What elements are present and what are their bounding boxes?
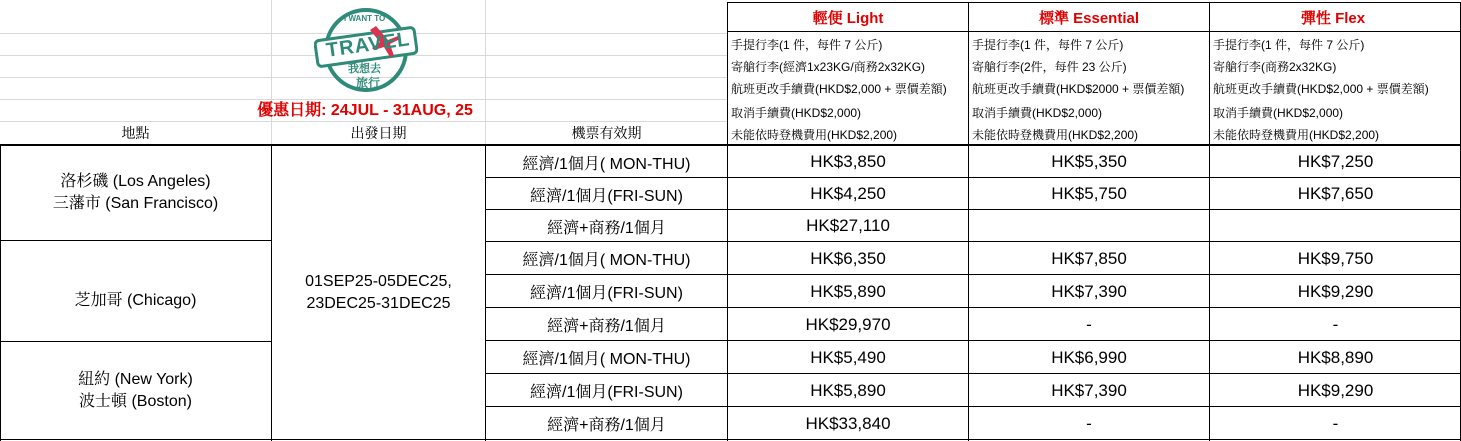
city-line: 洛杉磯 (Los Angeles) bbox=[60, 173, 211, 190]
ticket-option: 經濟+商務/1個月 bbox=[547, 417, 666, 434]
price-flex: - bbox=[1332, 314, 1339, 334]
ticket-option: 經濟+商務/1個月 bbox=[547, 318, 666, 335]
price-flex: HK$7,250 bbox=[1297, 152, 1374, 171]
plan-name-flex: 彈性 Flex bbox=[1300, 9, 1366, 27]
price-light: HK$27,110 bbox=[806, 216, 890, 235]
price-flex: HK$9,290 bbox=[1297, 380, 1374, 400]
logo-line3: 我想去 bbox=[348, 63, 381, 75]
city-ny-boston bbox=[0, 342, 271, 439]
price-flex: - bbox=[1332, 413, 1339, 433]
ticket-option: 經濟/1個月( MON-THU) bbox=[522, 351, 691, 368]
condition-text: 未能依時登機費用(HKD$2,200) bbox=[1213, 128, 1380, 142]
header-departure: 出發日期 bbox=[350, 125, 407, 141]
condition-text: 航班更改手續費(HKD$2,000 + 票價差額) bbox=[1213, 82, 1429, 96]
ticket-option: 經濟/1個月(FRI-SUN) bbox=[530, 384, 683, 401]
price-essential: HK$7,390 bbox=[1051, 281, 1127, 301]
city-line: 三藩市 (San Francisco) bbox=[52, 195, 219, 212]
promo-dates: 優惠日期: 24JUL - 31AUG, 25 bbox=[257, 101, 473, 119]
condition-text: 未能依時登機費用(HKD$2,200) bbox=[731, 128, 898, 142]
logo-line4: 旅行 bbox=[356, 76, 381, 90]
price-light: HK$5,890 bbox=[810, 380, 886, 400]
price-light: HK$6,350 bbox=[810, 248, 886, 268]
ticket-option: 經濟/1個月( MON-THU) bbox=[522, 155, 691, 173]
price-flex: HK$7,650 bbox=[1297, 184, 1374, 203]
price-essential: - bbox=[1086, 314, 1092, 334]
price-essential: HK$6,990 bbox=[1051, 347, 1127, 367]
price-essential: HK$7,390 bbox=[1051, 380, 1127, 400]
condition-text: 寄艙行李(2件，每件 23 公斤) bbox=[972, 60, 1127, 74]
logo-line2: TRAVEL bbox=[324, 28, 412, 62]
city-line: 芝加哥 (Chicago) bbox=[74, 292, 197, 309]
plan-name-essential: 標準 Essential bbox=[1038, 9, 1140, 27]
header-location: 地點 bbox=[121, 125, 150, 141]
condition-text: 寄艙行李(商務2x32KG) bbox=[1213, 60, 1337, 74]
condition-text: 航班更改手續費(HKD$2000 + 票價差額) bbox=[972, 82, 1185, 96]
plan-name-light: 輕便 Light bbox=[812, 9, 884, 27]
ticket-option: 經濟/1個月(FRI-SUN) bbox=[530, 285, 683, 302]
condition-text: 取消手續費(HKD$2,000) bbox=[972, 106, 1103, 120]
price-flex: HK$8,890 bbox=[1297, 347, 1374, 367]
condition-text: 手提行李(1 件，每件 7 公斤) bbox=[731, 38, 883, 52]
condition-text: 手提行李(1 件，每件 7 公斤) bbox=[1213, 38, 1365, 52]
ticket-option: 經濟/1個月( MON-THU) bbox=[522, 252, 691, 269]
price-light: HK$29,970 bbox=[805, 314, 891, 334]
city-line: 紐約 (New York) bbox=[78, 370, 193, 388]
ticket-option: 經濟/1個月(FRI-SUN) bbox=[530, 187, 683, 205]
condition-text: 未能依時登機費用(HKD$2,200) bbox=[972, 128, 1139, 142]
price-essential: HK$7,850 bbox=[1051, 248, 1127, 268]
price-essential: HK$5,750 bbox=[1051, 184, 1127, 203]
price-essential bbox=[969, 210, 1209, 242]
header-validity: 機票有效期 bbox=[571, 125, 642, 141]
price-flex: HK$9,290 bbox=[1297, 281, 1374, 301]
price-flex: HK$9,750 bbox=[1297, 248, 1374, 268]
price-light: HK$33,840 bbox=[805, 413, 891, 433]
city-line: 波士頓 (Boston) bbox=[79, 392, 192, 410]
price-light: HK$5,490 bbox=[810, 347, 886, 367]
price-light: HK$3,850 bbox=[810, 152, 886, 171]
condition-text: 手提行李(1 件，每件 7 公斤) bbox=[972, 38, 1124, 52]
departure-dates bbox=[272, 146, 485, 439]
price-essential: - bbox=[1086, 413, 1092, 433]
condition-text: 取消手續費(HKD$2,000) bbox=[1213, 106, 1344, 120]
price-light: HK$5,890 bbox=[810, 281, 886, 301]
condition-text: 寄艙行李(經濟1x23KG/商務2x32KG) bbox=[731, 60, 926, 74]
price-light: HK$4,250 bbox=[810, 184, 886, 203]
ticket-option: 經濟+商務/1個月 bbox=[547, 219, 666, 237]
city-la-sf bbox=[0, 146, 271, 240]
price-essential: HK$5,350 bbox=[1051, 152, 1127, 171]
condition-text: 航班更改手續費(HKD$2,000 + 票價差額) bbox=[731, 82, 947, 96]
logo-line1: I WANT TO bbox=[344, 14, 386, 23]
date-range: 23DEC25-31DEC25 bbox=[306, 294, 451, 312]
condition-text: 取消手續費(HKD$2,000) bbox=[731, 106, 862, 120]
travel-logo bbox=[314, 4, 418, 94]
city-chicago bbox=[0, 241, 271, 341]
date-range: 01SEP25-05DEC25, bbox=[305, 272, 452, 290]
price-flex bbox=[1210, 210, 1461, 242]
